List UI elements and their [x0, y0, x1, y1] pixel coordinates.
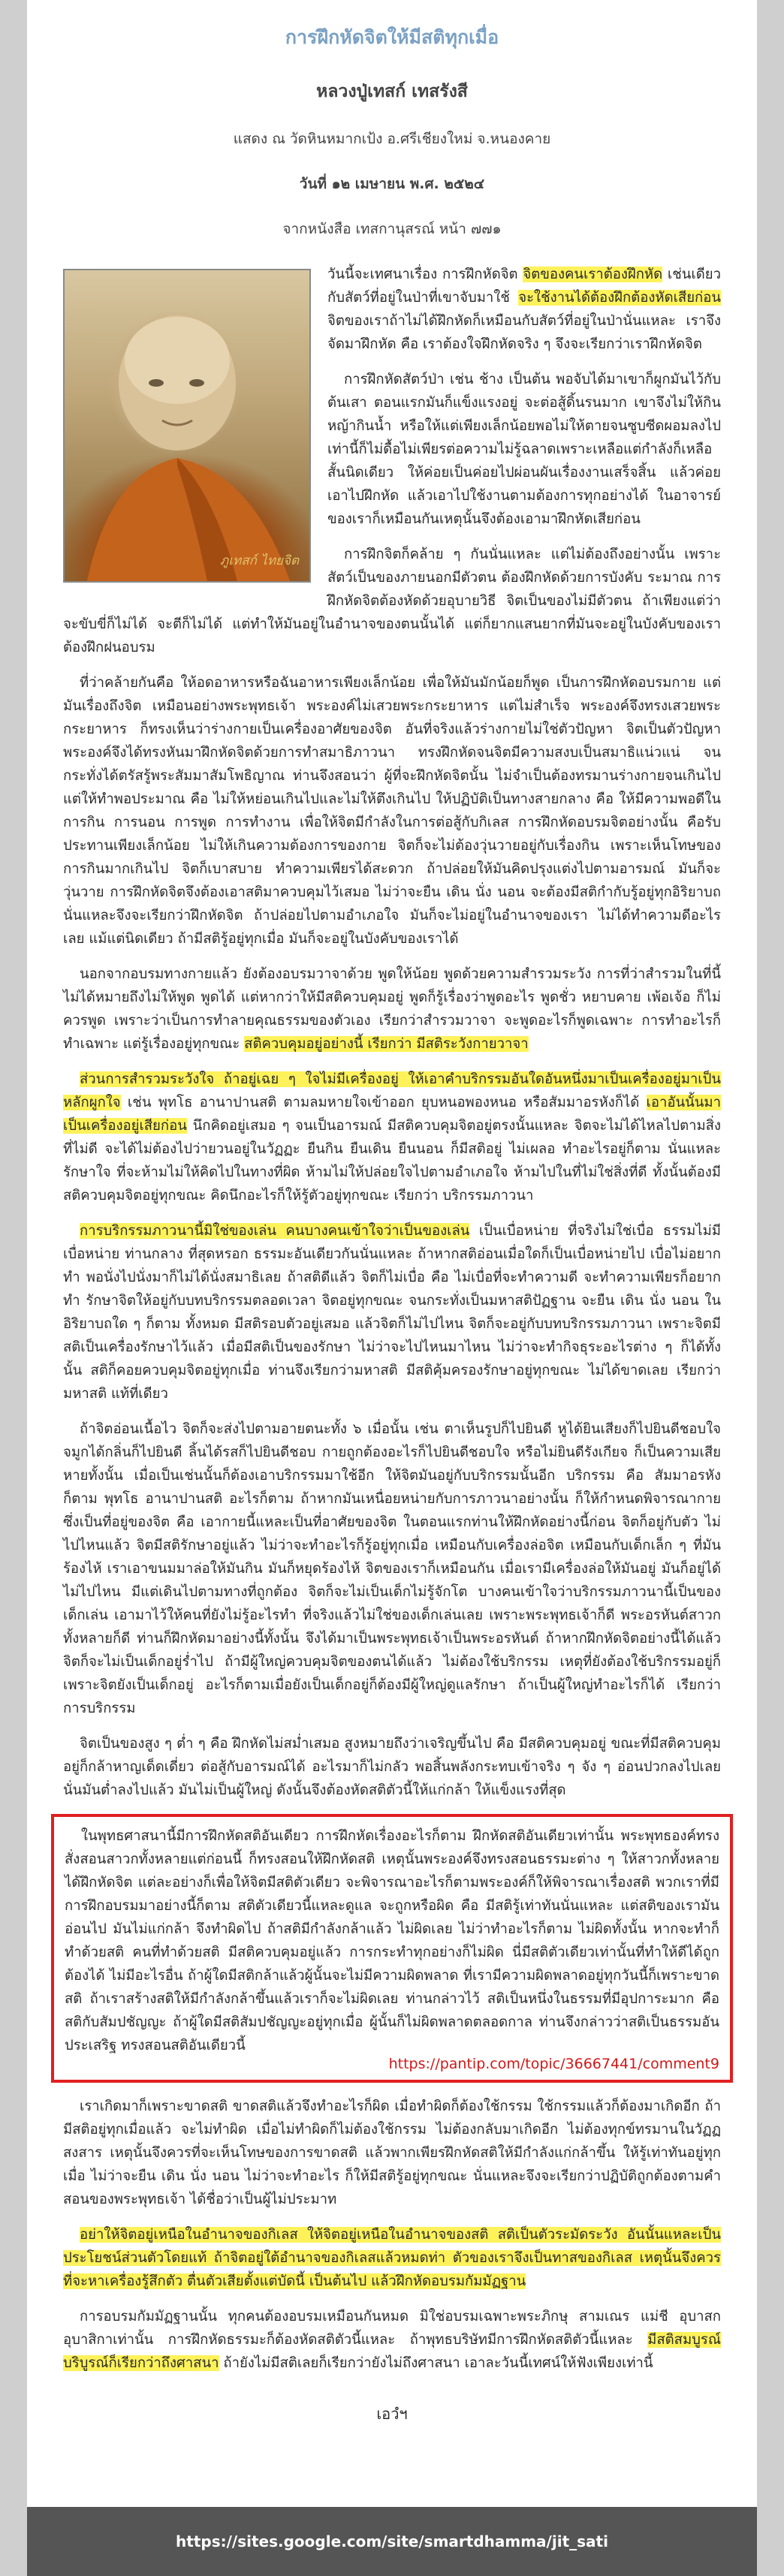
- p12-highlight: มีสติสมบูรณ์บริบูรณ์ก็เรียกว่าถึงศาสนา: [63, 2332, 721, 2371]
- paragraph-5: [63, 963, 721, 1056]
- p6-text-b: นึกคิดอยู่เสมอ ๆ จนเป็นอารมณ์ มีสติควบคุมจิตอยู่ตรงนั้นแหละ จิตจะไม่ได้ไหลไปตามสิ่งที่ไม่ดี จะได้ไม่ต้องไปว่ายวนอยู่ในวัฏฏะ ยืนกิน ยืนเดิน ยืนนอน ก็มีสติอยู่ ไม่เผลอ ทำอะไรอยู่ก็ตาม นั่นแหละรักษาใจ ที่จะห้ามไม่ให้คิดไปในทางที่ผิด ห้ามไม่ให้ปล่อยใจไปตามอำเภอใจ ห้ามไปในที่ไม่ใช่สิ่งที่ดี ทั้งนั้นต้องมีสติควบคุมจิตอยู่ทุกขณะ คิดนึกอะไรก็ให้รู้ตัวอยู่ทุกขณะ เรียกว่า บริกรรมภาวนา: [63, 1118, 721, 1204]
- footer-link[interactable]: https://sites.google.com/site/smartdhamma/jit_sati: [176, 2532, 608, 2550]
- source: จากหนังสือ เทสกานุสรณ์ หน้า ๗๗๑: [282, 221, 502, 237]
- author: หลวงปู่เทสก์ เทสรังสี: [316, 82, 468, 101]
- monk-portrait: [63, 269, 311, 583]
- closing-word: เอวํฯ: [376, 2405, 408, 2423]
- p1-highlight-2: จะใช้งานได้ต้องฝึกต้องหัดเสียก่อน: [518, 290, 721, 306]
- paragraph-7: [63, 1219, 721, 1406]
- paragraph-4: ที่ว่าคล้ายกันคือ ให้อดอาหารหรือฉันอาหารเพียงเล็กน้อย เพื่อให้มันมักน้อยก็พูด เป็นการฝึกหัดอบรมกาย แต่มันเรื่องถึงจิต เหมือนอย่างพระพุทธเจ้า พระองค์ไม่เสวยพระกระยาหาร แต่ไม่สำเร็จ พระองค์จึงทรงเสวยพระกระยาหาร ก็ทรงเห็นว่าร่างกายเป็นเครื่องอาศัยของจิต อันที่จริงแล้วร่างกายไม่ใช่ตัวปัญหา จิตเป็นตัวปัญหา พระองค์จึงได้ทรงหันมาฝึกหัดจิตด้วยการทำสมาธิภาวนา ทรงฝึกหัดจนจิตมีความสงบเป็นสมาธิแน่วแน่ จนกระทั่งได้ตรัสรู้พระสัมมาสัมโพธิญาณ ท่านจึงสอนว่า ผู้ที่จะฝึกหัดจิตนั้น ไม่จำเป็นต้องทรมานร่างกายจนเกินไป แต่ให้ทำพอประมาณ คือ ไม่ให้หย่อนเกินไปและไม่ให้ตึงเกินไป ให้ปฏิบัติเป็นทางสายกลาง คือ ให้มีความพอดีในการกิน การนอน การพูด การทำงาน เพื่อให้จิตมีกำลังในการต่อสู้กับกิเลส การฝึกหัดอบรมจิตอย่างนั้น คือรับประทานเพียงเล็กน้อย ไม่ให้เกินความต้องการของกาย จิตก็จะไม่ต้องวุ่นวายอยู่กับเรื่องกิน เพราะเห็นโทษของการกินมากเกินไป จิตก็เบาสบาย ทำความเพียรได้สะดวก ถ้าปล่อยให้มันคิดปรุงแต่งไปตามอารมณ์ มันก็จะวุ่นวาย การฝึกหัดจิตจึงต้องเอาสติมาควบคุมไว้เสมอ ไม่ว่าจะยืน เดิน นั่ง นอน จะต้องมีสติกำกับรู้อยู่ทุกอิริยาบถ นั่นแหละจึงจะเรียกว่าฝึกหัดจิต ถ้าปล่อยไปตามอำเภอใจ มันก็จะไม่อยู่ในอำนาจของเรา ไม่ได้ทำความดีอะไรเลย แม้แต่นิดเดียว ถ้ามีสติรู้อยู่ทุกเมื่อ มันก็จะอยู่ในบังคับของเราได้: [63, 675, 721, 947]
- paragraph-2: การฝึกหัดสัตว์ป่า เช่น ช้าง เป็นต้น พอจับได้มาเขาก็ผูกมันไว้กับต้นเสา ตอนแรกมันก็แข็งแรงอยู่ จะต่อสู้ดิ้นรนมาก เขาจึงไม่ให้กินหญ้ากินน้ำ หรือให้แต่เพียงเล็กน้อยพอไม่ให้ตายจนซูบซีดผอมลงไป เท่านี้ก็ไม่ดื้อไม่เพียรต่อความไม่รู้ฉลาดเพราะเหลือแต่กำลังก็เหลือสั้นนิดเดียว ให้ค่อยเป็นค่อยไปผ่อนผันเรื่องงานเสร็จสิ้น แล้วค่อยเอาไปฝึกหัด แล้วเอาไปใช้งานตามต้องการทุกอย่างได้ ในอาจารย์ของเราก็เหมือนกันเหตุนั้นจึงต้องเอามาฝึกหัดเสียก่อน: [327, 372, 721, 527]
- footer-bar: [27, 2507, 757, 2576]
- p5-highlight: สติควบคุมอยู่อย่างนี้ เรียกว่า มีสติระวังกายวาจา: [244, 1036, 529, 1052]
- p1-highlight-1: จิตของคนเราต้องฝึกหัด: [523, 267, 663, 282]
- p5-text: นอกจากอบรมทางกายแล้ว ยังต้องอบรมวาจาด้วย พูดให้น้อย พูดด้วยความสำรวมระวัง การที่ว่าสำรวมในที่นี้ไม่ได้หมายถึงไม่ให้พูด พูดได้ แต่หากว่าให้มีสติควบคุมอยู่ พูดก็รู้เรื่องว่าพูดอะไร พูดชั่ว หยาบคาย เพ้อเจ้อ ก็ไม่ควรพูด เพราะว่าเป็นการทำลายคุณธรรมของตัวเอง เรียกว่าสำรวมวาจา จะพูดอะไรก็พูดเฉพาะ การทำอะไรก็ทำเฉพาะ แต่รู้เรื่องอยู่ทุกขณะ: [63, 966, 721, 1052]
- highlighted-quote-box: [51, 1814, 733, 2083]
- paragraph-8: ถ้าจิตอ่อนเนื้อไว จิตก็จะส่งไปตามอายตนะทั้ง ๖ เมื่อนั้น เช่น ตาเห็นรูปก็ไปยินดี หูได้ยินเสียงก็ไปยินดีชอบใจ จมูกได้กลิ่นก็ไปยินดี ลิ้นได้รสก็ไปยินดีชอบ กายถูกต้องอะไรก็ไปยินดีชอบใจ หรือไม่ยินดีรังเกียจ ก็เป็นความเสียหายทั้งนั้น เมื่อเป็นเช่นนั้นก็ต้องเอาบริกรรมมาใช้อีก ให้จิตมันอยู่กับบริกรรมนั้นอีก บริกรรม คือ สัมมาอรหังก็ตาม พุทโธ อานาปานสติ อะไรก็ตาม ถ้าหากมันเหนื่อยหน่ายกับการภาวนาอย่างนั้น ก็ให้กำหนดพิจารณากาย ซึ่งเป็นที่อยู่ของจิต คือ เอากายนี้แหละเป็นที่อาศัยของจิต ในตอนแรกท่านให้ฝึกหัดอย่างนี้ก่อน จิตก็อยู่กับตัว ไม่ไปไหนแล้ว จิตมีสติรักษาอยู่แล้ว ไม่ว่าจะทำอะไรก็รู้อยู่ทุกเมื่อ เหมือนกับเครื่องล่อจิต เหมือนกับเด็กเล็ก ๆ ที่มันร้องไห้ เราเอาขนมมาล่อให้มันกิน มันก็หยุดร้องไห้ จิตของเราก็เหมือนกัน เมื่อเรามีเครื่องล่อให้มันอยู่ มันก็อยู่ได้ ไม่ไปไหน มีแต่เดินไปตามทางที่ถูกต้อง จิตก็จะไม่เป็นเด็กไม่รู้จักโต บางคนเข้าใจว่าบริกรรมภาวนานี้เป็นของเด็กเล่น เอามาไว้ให้คนที่ยังไม่รู้อะไรทำ ที่จริงแล้วไม่ใช่ของเด็กเล่นเลย เพราะพระพุทธเจ้าก็ดี พระอรหันต์สาวกทั้งหลายก็ดี ท่านก็ฝึกหัดมาอย่างนี้ทั้งนั้น จึงได้มาเป็นพระพุทธเจ้าเป็นพระอรหันต์ ถ้าหากฝึกหัดจิตอย่างนี้ได้แล้ว จิตก็จะไม่เป็นเด็กอยู่ร่ำไป ถ้ามีผู้ใหญ่ควบคุมจิตของตนได้แล้ว ไม่ต้องใช้บริกรรม เหตุที่ยังต้องใช้บริกรรมอยู่ก็เพราะจิตยังเป็นเด็กอยู่ อะไรก็ตามเมื่อยังเป็นเด็กอยู่ก็ต้องมีผู้ใหญ่ดูแลรักษา ถ้าเป็นผู้ใหญ่ทำอะไรก็ได้ เรียกว่า การบริกรรม: [63, 1421, 721, 1716]
- page-title: การฝึกหัดจิตให้มีสติทุกเมื่อ: [285, 26, 499, 48]
- p6-highlight-1: ส่วนการสำรวมระวังใจ ถ้าอยู่เฉย ๆ ใจไม่มีเครื่องอยู่ ให้เอาคำบริกรรมอันใดอันหนึ่งมาเป็นเครื่องอยู่มาเป็นหลักผูกใจ: [63, 1071, 721, 1110]
- date: วันที่ ๑๒ เมษายน พ.ศ. ๒๕๒๔: [299, 176, 485, 192]
- quote-source-link[interactable]: https://pantip.com/topic/36667441/comment9: [388, 2056, 719, 2072]
- p6-text-a: เช่น พุทโธ อานาปานสติ ตามลมหายใจเข้าออก ยุบหนอพองหนอ หรือสัมมาอรหังก็ได้: [120, 1095, 647, 1110]
- place: แสดง ณ วัดหินหมากเป้ง อ.ศรีเชียงใหม่ จ.หนองคาย: [233, 131, 551, 147]
- paragraph-3: การฝึกจิตก็คล้าย ๆ กันนั่นแหละ แต่ไม่ต้องถึงอย่างนั้น เพราะสัตว์เป็นของภายนอกมีตัวตน ต้องฝึกหัดด้วยการบังคับ ระมาณ การฝึกหัดจิตต้องหัดด้วยอุบายวิธี จิตเป็นของไม่มีตัวตน ถ้าเพียงแต่ว่าจะขับขี่ก็ไม่ได้ จะตีก็ไม่ได้ แต่ทำให้มันอยู่ในอำนาจของตนนั้นได้ แต่ก็ยากแสนยากที่มันจะอยู่ในบังคับของเรา ต้องฝึกฝนอบรม: [63, 547, 721, 655]
- page: [27, 0, 757, 2576]
- p11-highlight: อย่าให้จิตอยู่เหนือในอำนาจของกิเลส ให้จิตอยู่เหนือในอำนาจของสติ สติเป็นตัวระมัดระวัง อันนั้นแหละเป็นประโยชน์ส่วนตัวโดยแท้ ถ้าจิตอยู่ใต้อำนาจของกิเลสแล้วหมดท่า ตัวของเราจึงเป็นทาสของกิเลส เหตุนั้นจึงควรที่จะหาเครื่องรู้สึกตัว ตื่นตัวเสียตั้งแต่บัดนี้ เป็นต้นไป แล้วฝึกหัดอบรมกัมมัฏฐาน: [63, 2227, 721, 2289]
- paragraph-9: จิตเป็นของสูง ๆ ต่ำ ๆ คือ ฝึกหัดไม่สม่ำเสมอ สูงหมายถึงว่าเจริญขึ้นไป คือ มีสติควบคุมอยู่ ขณะที่มีสติควบคุมอยู่ก็กล้าหาญเด็ดเดี่ยว ต่อสู้กับอารมณ์ได้ อะไรมาก็ไม่กลัว พอสิ้นพลังกระทบเข้าจริง ๆ จัง ๆ อ่อนปวกลงไปเลย นั่นมันต่ำลงไปแล้ว มันไม่เป็นผู้ใหญ่ ดังนั้นจึงต้องหัดสติตัวนี้ให้แก่กล้า ให้แข็งแรงที่สุด: [63, 1736, 721, 1798]
- p12-text-b: ถ้ายังไม่มีสติเลยก็เรียกว่ายังไม่ถึงศาสนา เอาละวันนี้เทศน์ให้ฟังเพียงเท่านี้: [219, 2355, 653, 2371]
- portrait-signature: ภูเทสก์ ไทยจิต: [219, 553, 299, 568]
- p7-highlight: การบริกรรมภาวนานี้มิใช่ของเล่น คนบางคนเข้าใจว่าเป็นของเล่น: [80, 1223, 470, 1239]
- paragraph-12: [63, 2305, 721, 2375]
- paragraph-10: เราเกิดมาก็เพราะขาดสติ ขาดสติแล้วจึงทำอะไรก็ผิด เมื่อทำผิดก็ต้องใช้กรรม ใช้กรรมแล้วก็ต้องมาเกิดอีก ถ้ามีสติอยู่ทุกเมื่อแล้ว จะไม่ทำผิด เมื่อไม่ทำผิดก็ไม่ต้องใช้กรรม ไม่ต้องกลับมาเกิดอีก ไม่ต้องทุกข์ทรมานในวัฏฏสงสาร เหตุนั้นจึงควรที่จะเห็นโทษของการขาดสติ แล้วพากเพียรฝึกหัดสติให้มีกำลังแก่กล้าขึ้น ให้รู้เท่าทันอยู่ทุกเมื่อ ไม่ว่าจะยืน เดิน นั่ง นอน ไม่ว่าจะทำอะไร ก็ให้มีสติรู้อยู่ทุกขณะ นั่นแหละจึงจะเรียกว่าปฏิบัติถูกต้องตามคำสอนของพระพุทธเจ้า ได้ชื่อว่าเป็นผู้ไม่ประมาท: [63, 2098, 721, 2207]
- p12-text-a: การอบรมกัมมัฏฐานนั้น ทุกคนต้องอบรมเหมือนกันหมด มิใช่อบรมเฉพาะพระภิกษุ สามเณร แม่ชี อุบาสกอุบาสิกาเท่านั้น การฝึกหัดธรรมะก็ต้องหัดสติตัวนี้แหละ ถ้าพุทธบริษัทมีการฝึกหัดสติตัวนี้แหละ: [63, 2309, 721, 2348]
- p1-text-a: วันนี้จะเทศนาเรื่อง การฝึกหัดจิต: [327, 267, 523, 282]
- p7-text: เป็นเบื่อหน่าย ที่จริงไม่ใช่เบื่อ ธรรมไม่มีเบื่อหน่าย ท่านกลาง ที่สุดหรอก ธรรมะอันเดียวกันนั่นแหละ ถ้าหากสติอ่อนเมื่อใดก็เป็นเบื่อหน่ายไป เบื่อไม่อยากทำ พอนั่งไปนั่งมาก็ไม่ได้นั่งสมาธิเลย ถ้าสติดีแล้ว จิตก็ไม่เบื่อ คือ ไม่เบื่อที่จะทำความดี จะทำความเพียรก็อยากทำ รักษาจิตให้อยู่กับบทบริกรรมตลอดเวลา จิตอยู่ทุกขณะ จนกระทั่งเป็นมหาสติปัฏฐาน จะยืน เดิน นั่ง นอน ในอิริยาบถใด ๆ ก็ตาม ทั้งหมด มีสติรอบตัวอยู่เสมอ แล้วจิตก็ไม่ไปไหน จิตก็จะอยู่กับบทบริกรรมภาวนา เพราะจิตมีสติเป็นเครื่องรักษาไว้แล้ว เมื่อมีสติเป็นของรักษา ไม่ว่าจะไปไหนมาไหน ไม่ว่าจะทำกิจธุระอะไรต่าง ๆ ก็ได้ทั้งนั้น สติก็คอยควบคุมจิตอยู่ทุกเมื่อ ท่านจึงเรียกว่ามหาสติ มีสติคุ้มครองรักษาอยู่ทุกขณะ ไม่ได้ขาดเลย เรียกว่ามหาสติ แท้ที่เดียว: [63, 1223, 721, 1402]
- paragraph-11: [63, 2223, 721, 2293]
- monk-silhouette-icon: [65, 270, 309, 581]
- paragraph-6: [63, 1068, 721, 1207]
- p1-text-c: จิตของเราถ้าไม่ได้ฝึกหัดก็เหมือนกับสัตว์ที่อยู่ในป่านั่นแหละ เราจึงจัดมาฝึกหัด คือ เราต้องใจฝึกหัดจริง ๆ จึงจะเรียกว่าเราฝึกหัดจิต: [327, 313, 721, 352]
- p6-highlight-2: เอาอันนั้นมาเป็นเครื่องอยู่เสียก่อน: [63, 1095, 721, 1134]
- p1-text-b: เช่นเดียวกับสัตว์ที่อยู่ในป่าที่เขาจับมาใช้: [327, 267, 721, 306]
- quote-paragraph: ในพุทธศาสนานี้มีการฝึกหัดสติอันเดียว การฝึกหัดเรื่องอะไรก็ตาม ฝึกหัดสติอันเดียวเท่านั้น พระพุทธองค์ทรงสั่งสอนสาวกทั้งหลายแต่ก่อนนี้ ก็ทรงสอนให้ฝึกหัดสติ เหตุนั้นพระองค์จึงทรงสอนธรรมะต่าง ๆ ให้สาวกทั้งหลายได้ฝึกหัดจิต แต่ละอย่างก็เพื่อให้จิตมีสติตัวเดียว จะพิจารณาอะไรก็ตามพระองค์ก็ให้พิจารณาเรื่องสติ พวกเราที่มีการฝึกอบรมมาอย่างนี้ก็ตาม สติตัวเดียวนี้แหละดูแล จะถูกหรือผิด คือ มีสติรู้เท่าทันนั่นแหละ แต่สติของเรามันอ่อนไป มันไม่แก่กล้า จึงทำผิดไป ถ้าสติมีกำลังกล้าแล้ว ไม่ผิดเลย ไม่ว่าทำอะไรก็ตาม ไม่ผิดทั้งนั้น หากจะทำก็ทำด้วยสติ คนที่ทำด้วยสติ มีสติควบคุมอยู่แล้ว การกระทำทุกอย่างก็ไม่ผิด นี่มีสติตัวเดียวเท่านั้นที่ทำให้ดีได้ถูกต้องได้ ไม่มีอะไรอื่น ถ้าผู้ใดมีสติกล้าแล้วผู้นั้นจะไม่มีความผิดพลาด ที่เรามีความผิดพลาดอยู่ทุกวันนี้ก็เพราะขาดสติ ถ้าเราสร้างสติให้มีกำลังกล้าขึ้นแล้วเราก็จะไม่ผิดเลย ท่านกล่าวไว้ สติเป็นหนึ่งในธรรมที่มีอุปการะมาก คือ สติกับสัมปชัญญะ ถ้าผู้ใดมีสติสัมปชัญญะอยู่ทุกเมื่อ ผู้นั้นก็ไม่ผิดพลาดตลอดกาล ท่านจึงกล่าวว่าสติเป็นธรรมอันประเสริฐ ทรงสอนสติอันเดียวนี้: [65, 1828, 719, 2053]
- content: [27, 23, 757, 2426]
